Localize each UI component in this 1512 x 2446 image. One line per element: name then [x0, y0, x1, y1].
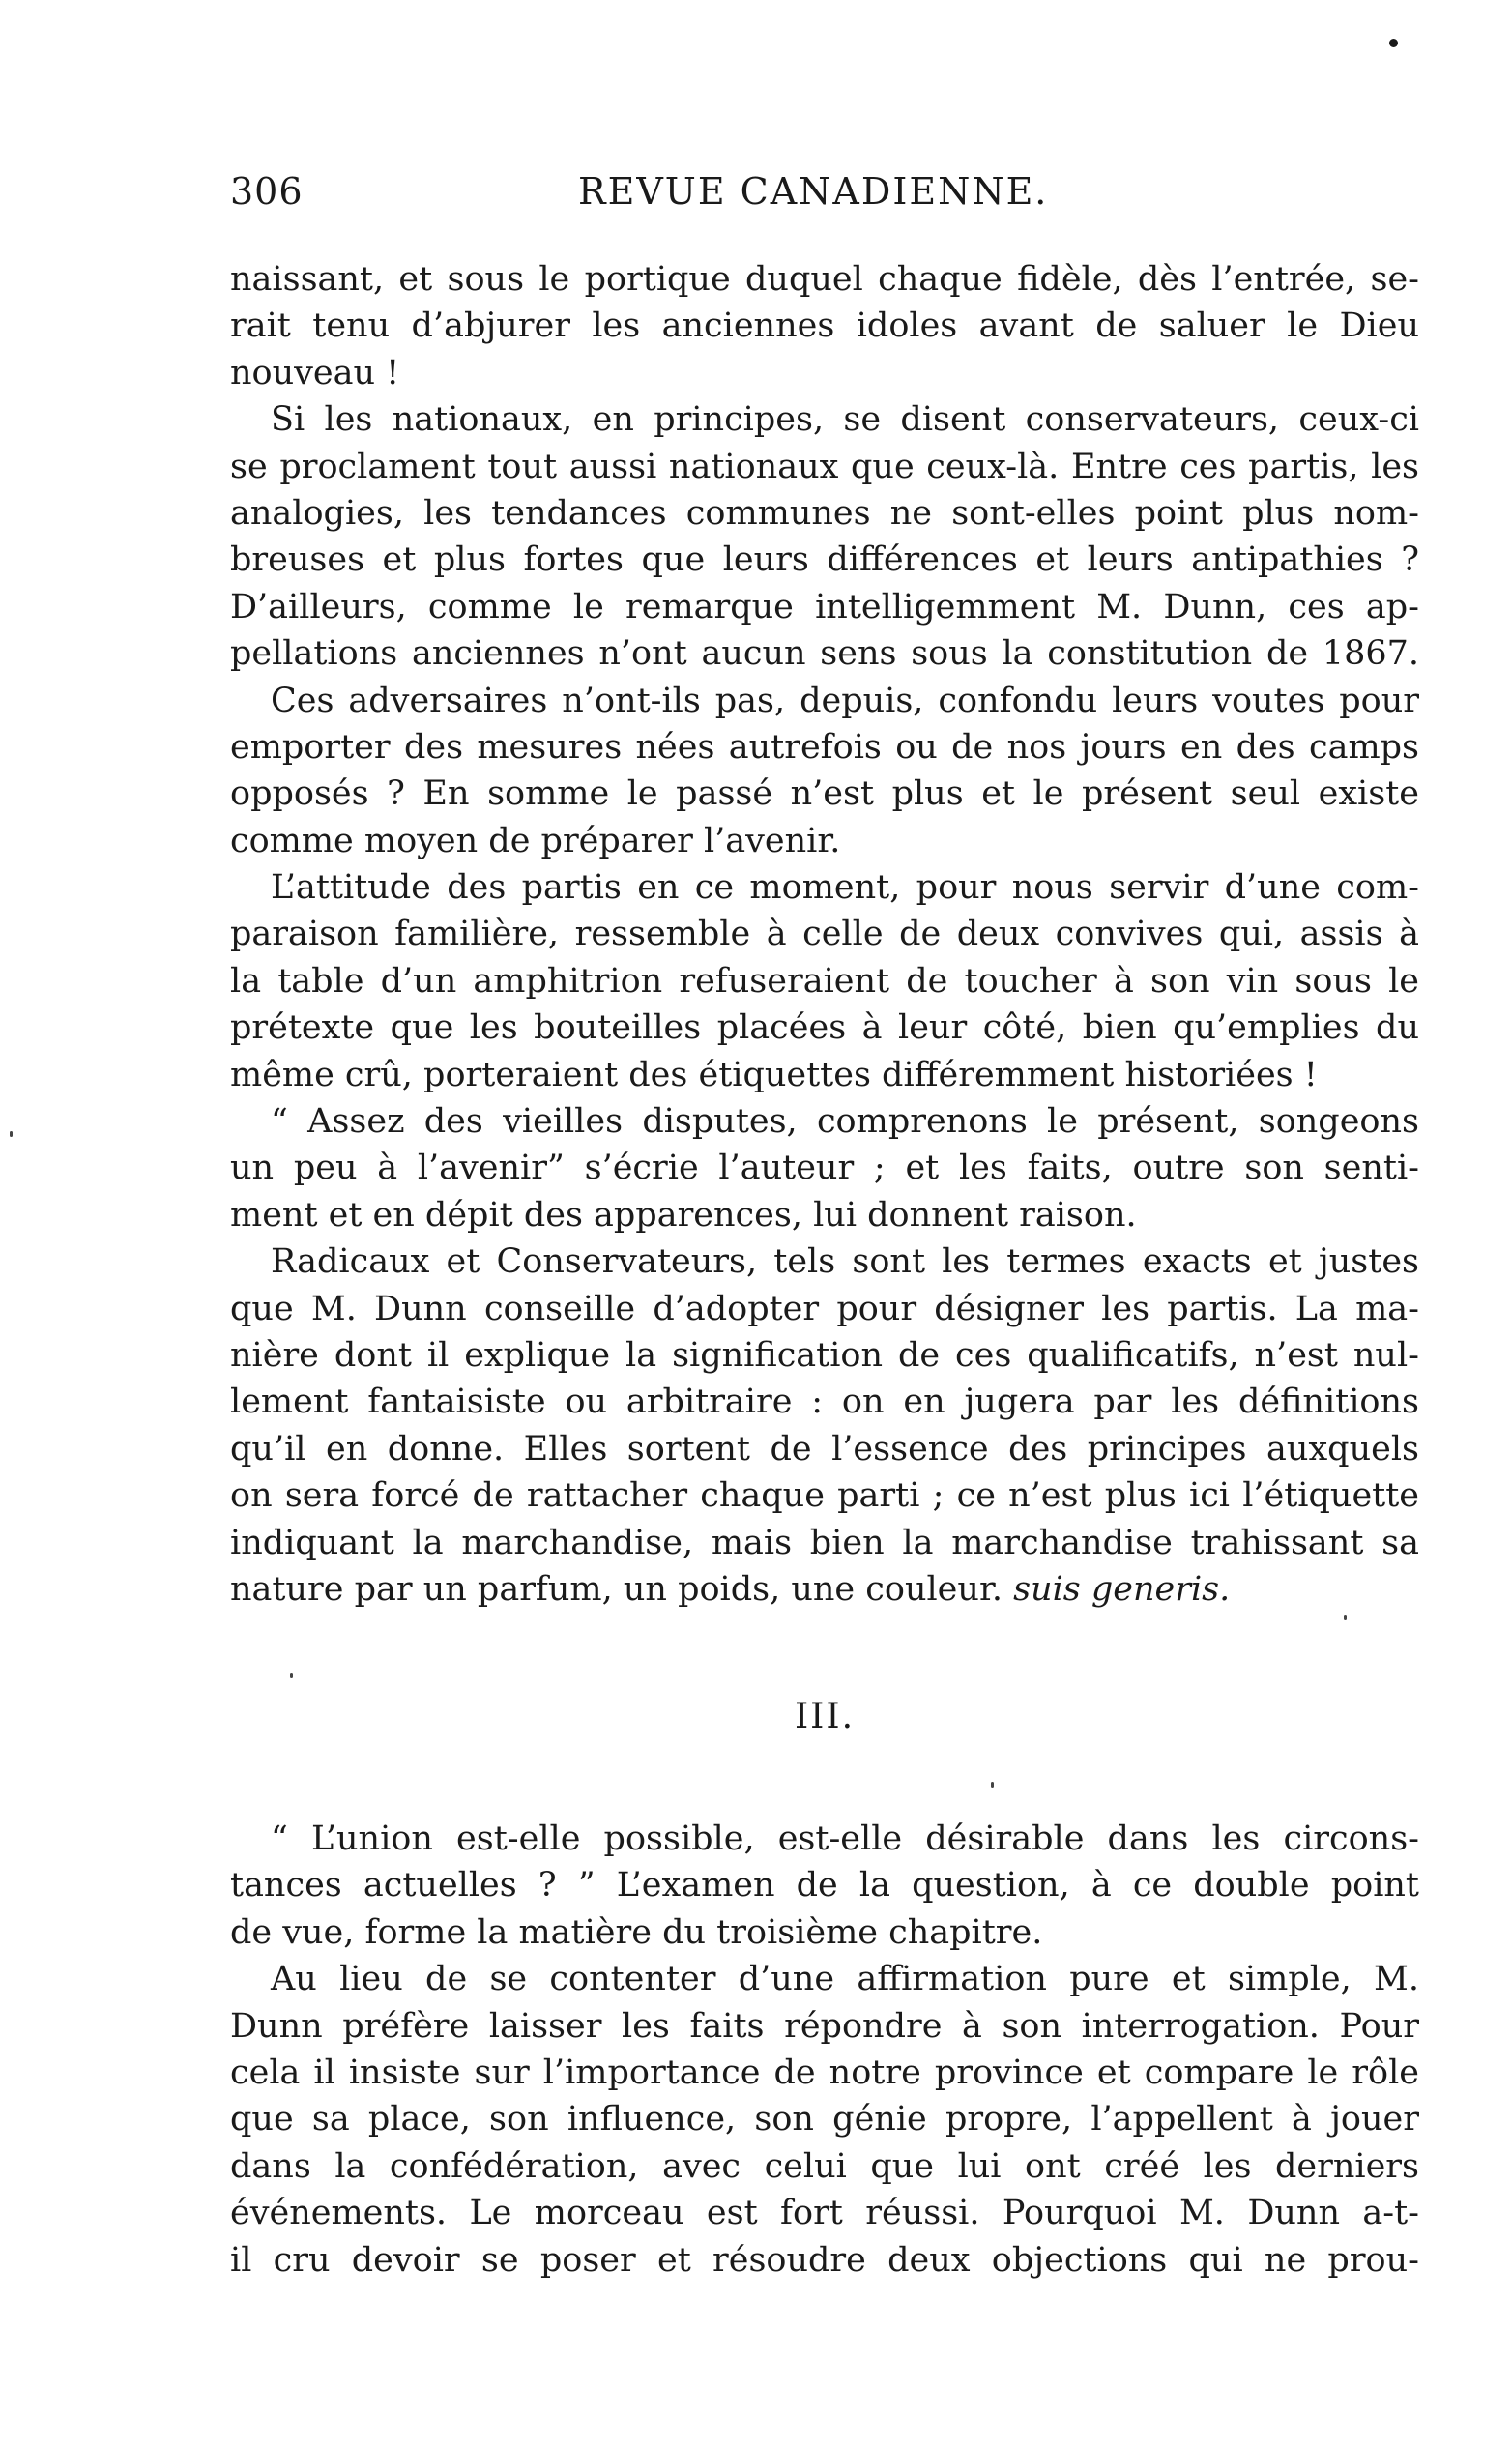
text-line: [230, 490, 1419, 537]
text-line: [230, 1426, 1419, 1472]
text-line: [230, 1472, 1419, 1519]
ink-speck-mark: [10, 1131, 13, 1137]
ink-speck-mark: [1344, 1615, 1347, 1620]
text-line-content: nouveau !: [230, 353, 400, 393]
text-line-content: Au lieu de se contenter d’une affirmation pure et simple, M.: [271, 1960, 1419, 1999]
text-line-content: comme moyen de préparer l’avenir.: [230, 821, 841, 860]
text-line: [230, 1332, 1419, 1379]
text-line: [230, 256, 1419, 303]
text-line-content: se proclament tout aussi nationaux que ceux-là. Entre ces partis, les: [230, 447, 1419, 486]
text-line: [230, 2190, 1419, 2236]
running-head: REVUE CANADIENNE.: [578, 170, 1049, 213]
text-line-content: Radicaux et Conservateurs, tels sont les termes exacts et justes: [271, 1242, 1419, 1282]
text-line-content: que sa place, son influence, son génie propre, l’appellent à jouer: [230, 2100, 1419, 2140]
text-line: [230, 537, 1419, 583]
text-line: [230, 584, 1419, 630]
text-line: [230, 958, 1419, 1005]
text-line-content: “ L’union est-elle possible, est-elle désirable dans les circons-: [271, 1820, 1419, 1858]
text-line: [230, 444, 1419, 490]
body-text-block-2: [230, 1816, 1419, 2284]
text-line-content: opposés ? En somme le passé n’est plus et le présent seul existe: [230, 774, 1419, 814]
body-text-block: [230, 256, 1419, 1613]
ink-speck-mark: [290, 1673, 293, 1678]
text-line: [230, 1909, 1419, 1956]
text-line: [230, 678, 1419, 724]
text-line: [230, 1238, 1419, 1285]
text-line-content: la table d’un amphitrion refuseraient de toucher à son vin sous le: [230, 961, 1419, 1001]
text-line: [230, 911, 1419, 957]
text-line: [230, 2096, 1419, 2142]
text-line-content: nière dont il explique la signification de ces qualificatifs, n’est nul-: [230, 1335, 1419, 1375]
text-line: [230, 724, 1419, 771]
text-line-content: cela il insiste sur l’importance de notre province et compare le rôle: [230, 2053, 1419, 2092]
text-line: [230, 1286, 1419, 1332]
text-line: [230, 1816, 1419, 1862]
text-line: [230, 1145, 1419, 1191]
text-line-content: L’attitude des partis en ce moment, pour nous servir d’une com-: [271, 868, 1419, 908]
text-line-content: Dunn préfère laisser les faits répondre à son interrogation. Pour: [230, 2006, 1419, 2046]
text-line-content: nature par un parfum, un poids, une couleur.: [230, 1569, 1003, 1609]
text-line-content: qu’il en donne. Elles sortent de l’essence des principes auxquels: [230, 1429, 1419, 1469]
text-line: [230, 1379, 1419, 1425]
text-line-content: événements. Le morceau est fort réussi. Pourquoi M. Dunn a-t-: [230, 2194, 1419, 2233]
text-line: [230, 2003, 1419, 2050]
text-line: [230, 2050, 1419, 2096]
text-line: [230, 1052, 1419, 1098]
text-line: [230, 1862, 1419, 1908]
text-line-content: même crû, porteraient des étiquettes différemment historiées !: [230, 1055, 1318, 1094]
text-line-content: on sera forcé de rattacher chaque parti ; ce n’est plus ici l’étiquette: [230, 1476, 1419, 1516]
section-heading: III.: [794, 1697, 856, 1736]
text-line: [230, 818, 1419, 864]
ink-speck-mark: [991, 1782, 994, 1788]
text-line-content: indiquant la marchandise, mais bien la marchandise trahissant sa: [230, 1523, 1419, 1562]
text-line-content: de vue, forme la matière du troisième chapitre.: [230, 1912, 1043, 1952]
text-line-content: dans la confédération, avec celui que lui ont créé les derniers: [230, 2146, 1419, 2186]
text-line: [230, 303, 1419, 349]
text-line-content: “ Assez des vieilles disputes, comprenons le présent, songeons: [271, 1102, 1419, 1142]
text-line: [230, 2237, 1419, 2284]
text-line-content: naissant, et sous le portique duquel chaque fidèle, dès l’entrée, se-: [230, 260, 1419, 299]
text-line-content: que M. Dunn conseille d’adopter pour désigner les partis. La ma-: [230, 1289, 1419, 1328]
text-line-content: Si les nationaux, en principes, se disent conservateurs, ceux-ci: [271, 400, 1419, 440]
text-line-content: il cru devoir se poser et résoudre deux objections qui ne prou-: [230, 2240, 1419, 2280]
text-line-content: paraison familière, ressemble à celle de deux convives qui, assis à: [230, 915, 1419, 954]
italic-phrase: suis generis.: [1013, 1569, 1231, 1609]
text-line: [230, 771, 1419, 817]
text-line: [230, 630, 1419, 677]
text-line-content: analogies, les tendances communes ne sont-elles point plus nom-: [230, 493, 1419, 533]
text-line-content: breuses et plus fortes que leurs différences et leurs antipathies ?: [230, 540, 1419, 580]
text-line: [230, 1098, 1419, 1145]
text-line-content: Ces adversaires n’ont-ils pas, depuis, confondu leurs voutes pour: [271, 681, 1419, 720]
text-line-content: ment et en dépit des apparences, lui donnent raison.: [230, 1195, 1137, 1235]
text-line: [230, 1956, 1419, 2002]
text-line-content: prétexte que les bouteilles placées à leur côté, bien qu’emplies du: [230, 1008, 1419, 1048]
ink-dot-mark: [1389, 39, 1398, 47]
text-line: [230, 1566, 1419, 1613]
text-line-content: un peu à l’avenir” s’écrie l’auteur ; et les faits, outre son senti-: [230, 1149, 1419, 1188]
text-line-content: rait tenu d’abjurer les anciennes idoles avant de saluer le Dieu: [230, 306, 1419, 346]
text-line: [230, 1192, 1419, 1238]
text-line: [230, 396, 1419, 443]
text-line-content: D’ailleurs, comme le remarque intelligemment M. Dunn, ces ap-: [230, 587, 1419, 626]
text-line: [230, 1520, 1419, 1566]
text-line-content: tances actuelles ? ” L’examen de la question, à ce double point: [230, 1866, 1419, 1906]
text-line-content: lement fantaisiste ou arbitraire : on en jugera par les définitions: [230, 1383, 1419, 1422]
text-line-content: pellations anciennes n’ont aucun sens sous la constitution de 1867.: [230, 634, 1419, 674]
text-line: [230, 1005, 1419, 1051]
page-header: [230, 170, 1419, 228]
text-line: [230, 864, 1419, 911]
text-line: [230, 350, 1419, 396]
text-line: [230, 2143, 1419, 2190]
page-number: 306: [230, 170, 304, 213]
text-line-content: emporter des mesures nées autrefois ou de nos jours en des camps: [230, 727, 1419, 767]
